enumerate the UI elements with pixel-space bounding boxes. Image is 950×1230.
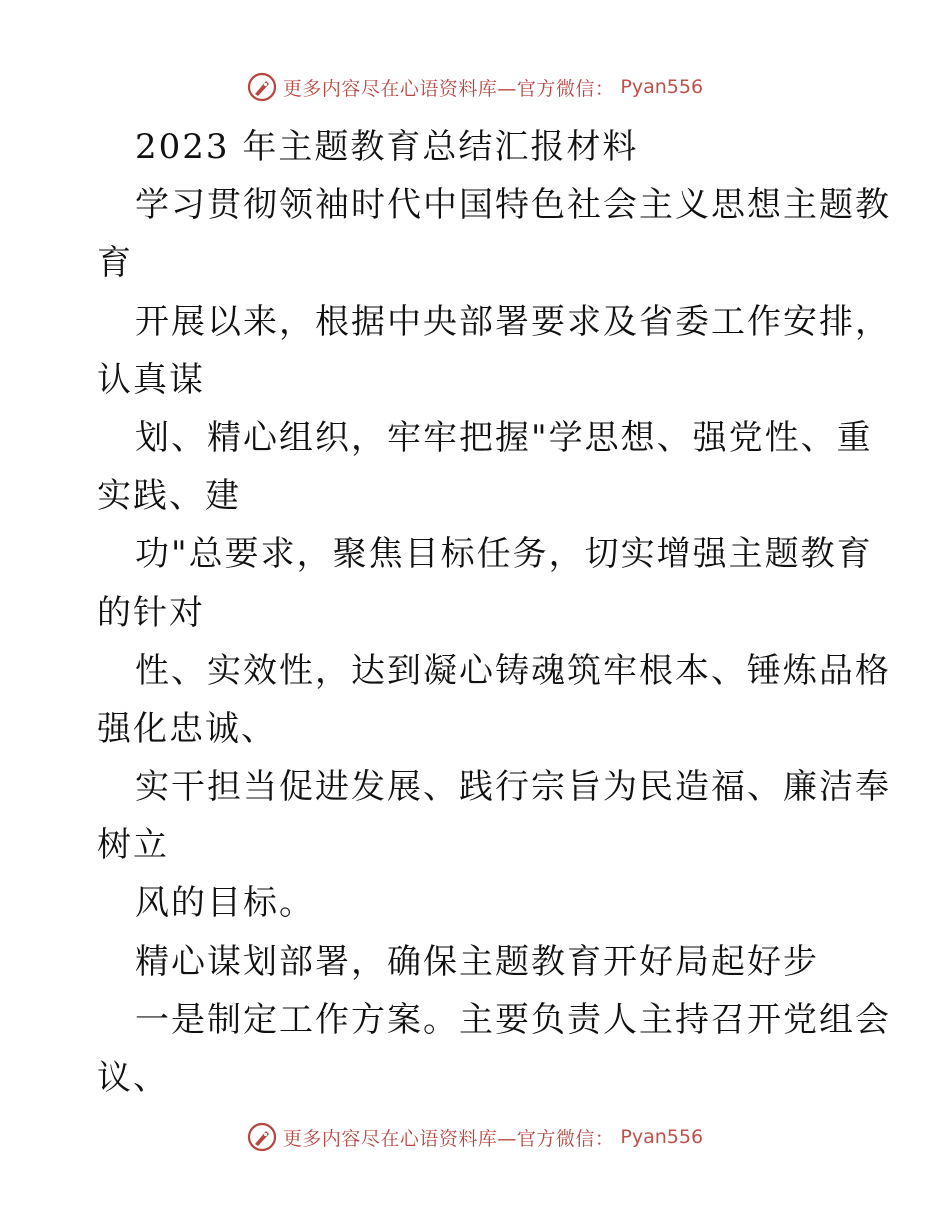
text-line: 功"总要求，聚焦目标任务，切实增强主题教育 — [135, 534, 873, 575]
banner-text: 更多内容尽在心语资料库—官方微信： — [282, 1127, 615, 1150]
text-line: 树立 — [97, 825, 169, 866]
wechat-id: Pyan556 — [620, 1126, 704, 1148]
footer-watermark-banner — [0, 1122, 950, 1152]
text-line: 实践、建 — [97, 476, 241, 517]
document-body — [97, 118, 891, 1107]
text-line: 认真谋 — [97, 359, 205, 400]
header-watermark-banner — [0, 72, 950, 102]
pen-nib-logo-icon — [247, 72, 277, 102]
text-line: 一是制定工作方案。主要负责人主持召开党组会 — [135, 999, 891, 1040]
text-line: 育 — [97, 243, 133, 284]
pen-nib-logo-icon — [247, 1122, 277, 1152]
banner-text: 更多内容尽在心语资料库—官方微信： — [282, 77, 615, 100]
text-line: 学习贯彻领袖时代中国特色社会主义思想主题教 — [135, 185, 891, 226]
text-line: 性、实效性，达到凝心铸魂筑牢根本、锤炼品格 — [135, 650, 891, 691]
text-line: 开展以来，根据中央部署要求及省委工作安排， — [135, 301, 891, 342]
text-line: 的针对 — [97, 592, 205, 633]
text-line: 2023 年主题教育总结汇报材料 — [135, 127, 639, 167]
text-line: 实干担当促进发展、践行宗旨为民造福、廉洁奉 — [135, 767, 891, 808]
text-line: 划、精心组织，牢牢把握"学思想、强党性、重 — [135, 417, 873, 458]
wechat-id: Pyan556 — [620, 76, 704, 98]
text-line: 强化忠诚、 — [97, 708, 277, 749]
text-line: 精心谋划部署，确保主题教育开好局起好步 — [135, 941, 819, 982]
text-line: 议、 — [97, 1058, 169, 1098]
text-line: 风的目标。 — [135, 883, 315, 924]
